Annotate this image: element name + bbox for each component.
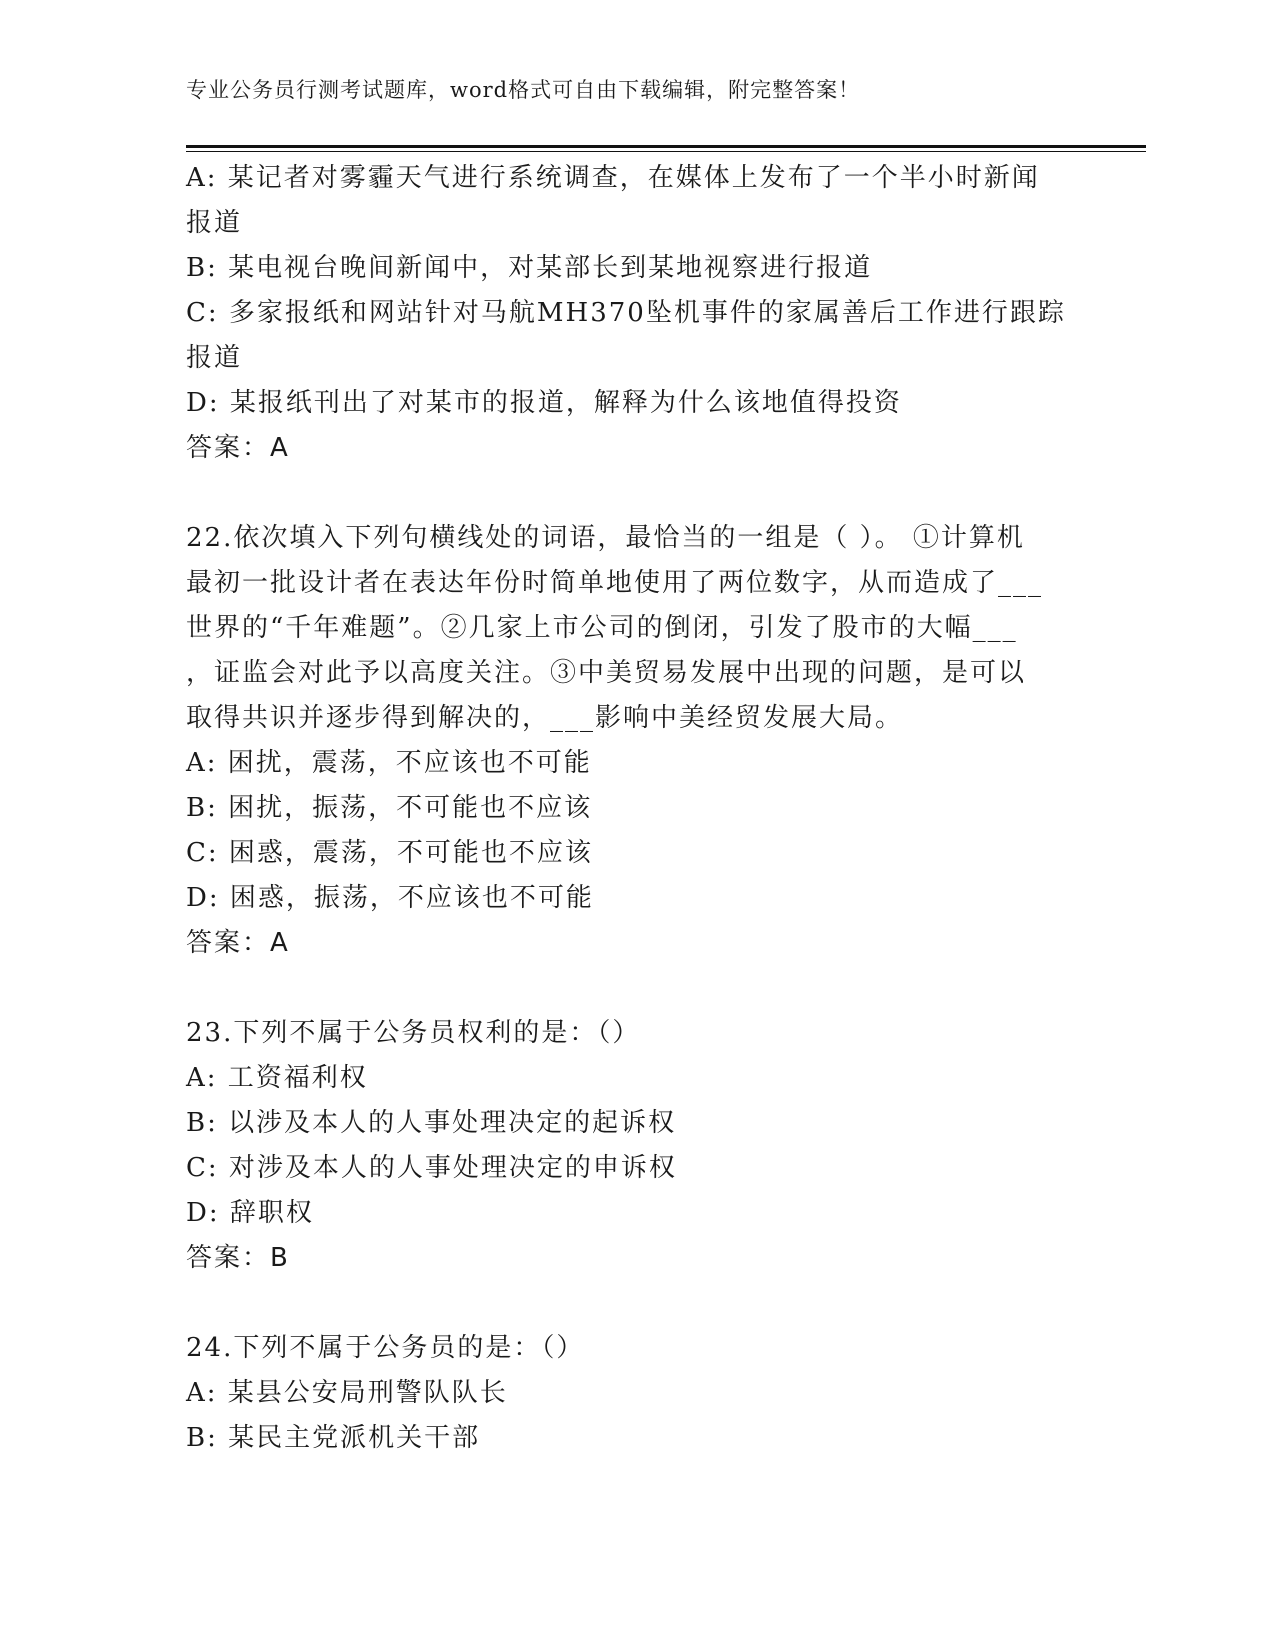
q24-option-b: B: 某民主党派机关干部 (186, 1423, 481, 1453)
stem-line: ，证监会对此予以高度关注。③中美贸易发展中出现的问题，是可以 (186, 658, 1027, 688)
stem-line: 取得共识并逐步得到解决的，___影响中美经贸发展大局。 (186, 703, 904, 733)
spacer (186, 966, 1066, 1011)
q22-stem (186, 516, 1066, 741)
stem-line: 世界的“千年难题”。②几家上市公司的倒闭，引发了股市的大幅___ (186, 613, 1018, 643)
q21-option-b (186, 246, 1066, 291)
q23-stem: 23.下列不属于公务员权利的是：（） (186, 1018, 641, 1048)
option-line: 报道 (186, 343, 243, 373)
q24-stem: 24.下列不属于公务员的是：（） (186, 1333, 585, 1363)
q22-option-a: A: 困扰，震荡，不应该也不可能 (186, 748, 592, 778)
q22-option-c: C: 困惑，震荡，不可能也不应该 (186, 838, 593, 868)
q22-option-d: D: 困惑，振荡，不应该也不可能 (186, 883, 594, 913)
q21-option-c (186, 291, 1066, 381)
q22-answer: 答案：A (186, 928, 290, 958)
question-24 (186, 1326, 1066, 1461)
q21-option-a (186, 156, 1066, 246)
stem-line: 最初一批设计者在表达年份时简单地使用了两位数字，从而造成了___ (186, 568, 1044, 598)
stem-line: 22.依次填入下列句横线处的词语，最恰当的一组是（ ）。 ①计算机 (186, 523, 1025, 553)
question-22 (186, 516, 1066, 966)
q24-option-a: A: 某县公安局刑警队队长 (186, 1378, 508, 1408)
spacer (186, 1281, 1066, 1326)
q23-answer: 答案：B (186, 1243, 290, 1273)
option-line: C: 多家报纸和网站针对马航MH370坠机事件的家属善后工作进行跟踪 (186, 298, 1066, 328)
question-21 (186, 156, 1066, 471)
q22-option-b: B: 困扰，振荡，不可能也不应该 (186, 793, 593, 823)
option-line: B: 某电视台晚间新闻中，对某部长到某地视察进行报道 (186, 253, 873, 283)
header-rule-thin (186, 151, 1146, 152)
option-line: A: 某记者对雾霾天气进行系统调查，在媒体上发布了一个半小时新闻 (186, 163, 1040, 193)
option-line: 报道 (186, 208, 243, 238)
q21-option-d (186, 381, 1066, 426)
q21-answer: 答案：A (186, 433, 290, 463)
q23-option-b: B: 以涉及本人的人事处理决定的起诉权 (186, 1108, 677, 1138)
spacer (186, 471, 1066, 516)
option-line: D: 某报纸刊出了对某市的报道，解释为什么该地值得投资 (186, 388, 902, 418)
question-23 (186, 1011, 1066, 1281)
header-rule-thick (186, 145, 1146, 148)
q23-option-c: C: 对涉及本人的人事处理决定的申诉权 (186, 1153, 677, 1183)
question-content (186, 156, 1066, 1461)
q23-option-a: A: 工资福利权 (186, 1063, 368, 1093)
q23-option-d: D: 辞职权 (186, 1198, 314, 1228)
page-header: 专业公务员行测考试题库，word格式可自由下载编辑，附完整答案！ (186, 78, 861, 102)
